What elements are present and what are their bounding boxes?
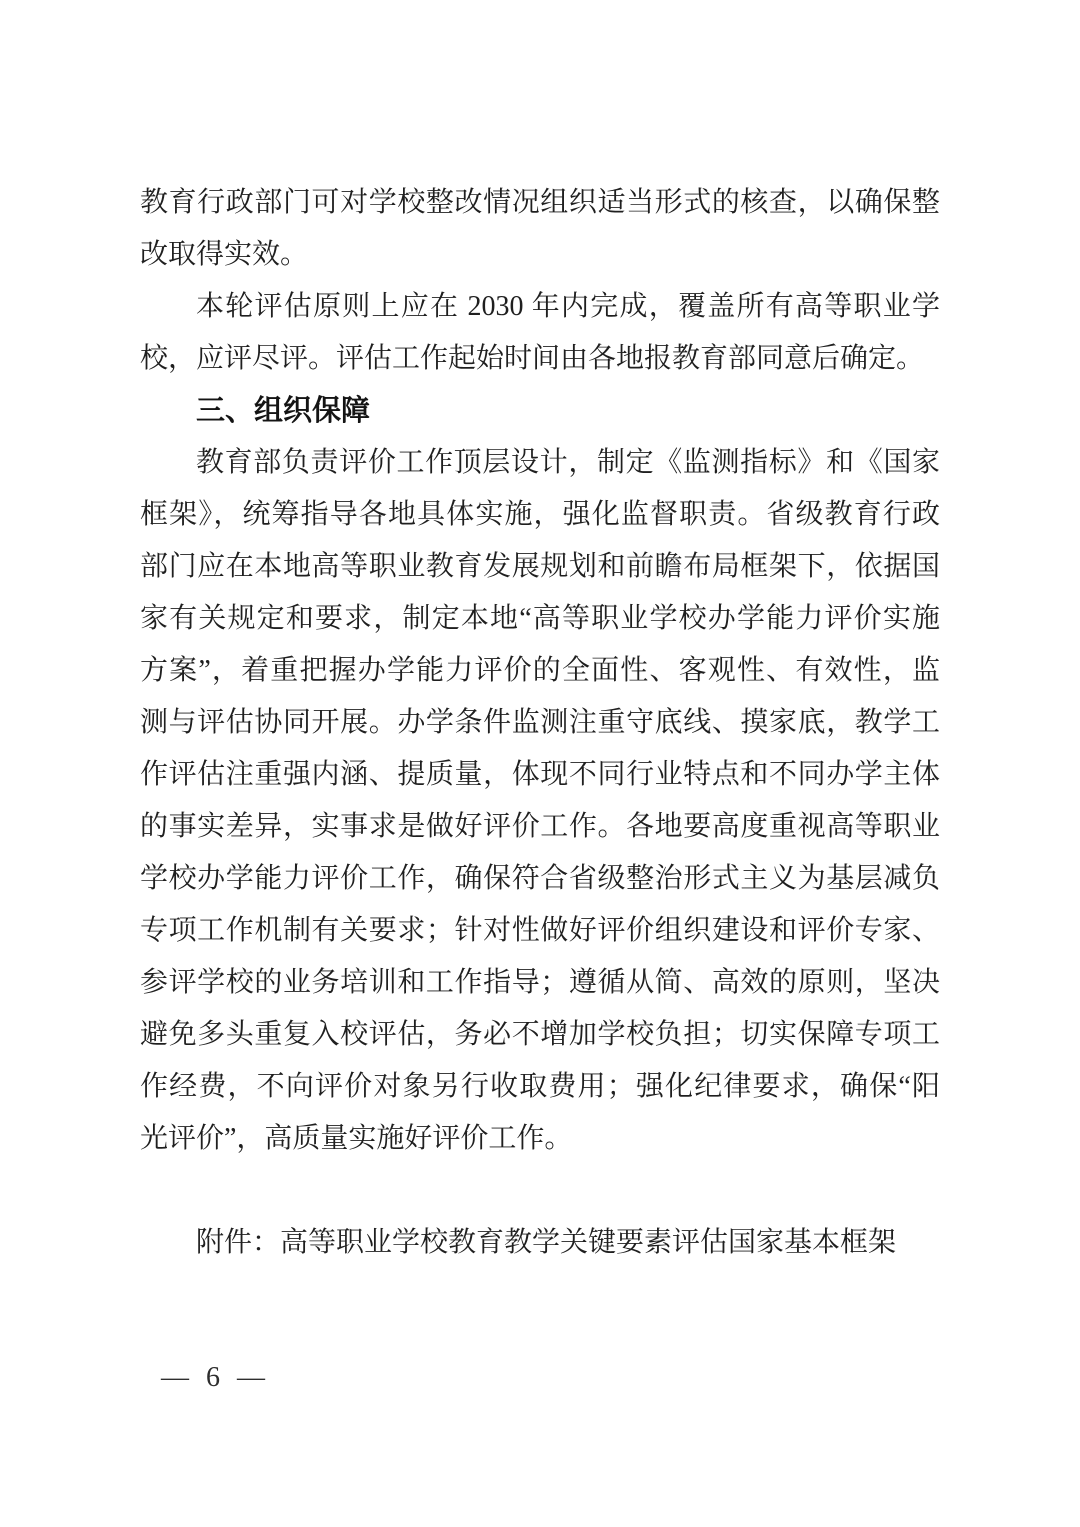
text-line: 避免多头重复入校评估，务必不增加学校负担；切实保障专项工 <box>140 1019 940 1050</box>
text-line: 作经费，不向评价对象另行收取费用；强化纪律要求，确保“阳 <box>140 1071 940 1102</box>
text-line: 参评学校的业务培训和工作指导；遵循从简、高效的原则，坚决 <box>140 967 940 998</box>
text-line: 改取得实效。 <box>140 239 309 270</box>
page-footer <box>161 1362 270 1394</box>
text-line: 三、组织保障 <box>196 395 371 427</box>
text-line: 方案”，着重把握办学能力评价的全面性、客观性、有效性，监 <box>140 655 940 686</box>
text-line: 框架》，统筹指导各地具体实施，强化监督职责。省级教育行政 <box>140 499 940 530</box>
attachment-line <box>140 1217 940 1269</box>
text-line: 测与评估协同开展。办学条件监测注重守底线、摸家底，教学工 <box>140 707 940 738</box>
paragraph <box>140 177 940 281</box>
text-line: 光评价”，高质量实施好评价工作。 <box>140 1123 573 1154</box>
paragraph <box>140 437 940 1165</box>
text-line: 校，应评尽评。评估工作起始时间由各地报教育部同意后确定。 <box>140 343 925 374</box>
page-number: — 6 — <box>161 1362 270 1393</box>
text-line: 作评估注重强内涵、提质量，体现不同行业特点和不同办学主体 <box>140 759 940 790</box>
document-body <box>140 177 940 1269</box>
text-line: 教育部负责评价工作顶层设计，制定《监测指标》和《国家 <box>196 447 940 478</box>
text-line: 本轮评估原则上应在 2030 年内完成，覆盖所有高等职业学 <box>196 291 940 322</box>
text-line: 专项工作机制有关要求；针对性做好评价组织建设和评价专家、 <box>140 915 940 946</box>
section-heading <box>140 385 940 437</box>
text-line: 的事实差异，实事求是做好评价工作。各地要高度重视高等职业 <box>140 811 940 842</box>
text-line: 教育行政部门可对学校整改情况组织适当形式的核查，以确保整 <box>140 187 940 218</box>
paragraph <box>140 281 940 385</box>
text-line: 学校办学能力评价工作，确保符合省级整治形式主义为基层减负 <box>140 863 940 894</box>
text-line: 部门应在本地高等职业教育发展规划和前瞻布局框架下，依据国 <box>140 551 940 582</box>
text-line: 家有关规定和要求，制定本地“高等职业学校办学能力评价实施 <box>140 603 940 634</box>
text-line: 附件：高等职业学校教育教学关键要素评估国家基本框架 <box>196 1227 897 1258</box>
